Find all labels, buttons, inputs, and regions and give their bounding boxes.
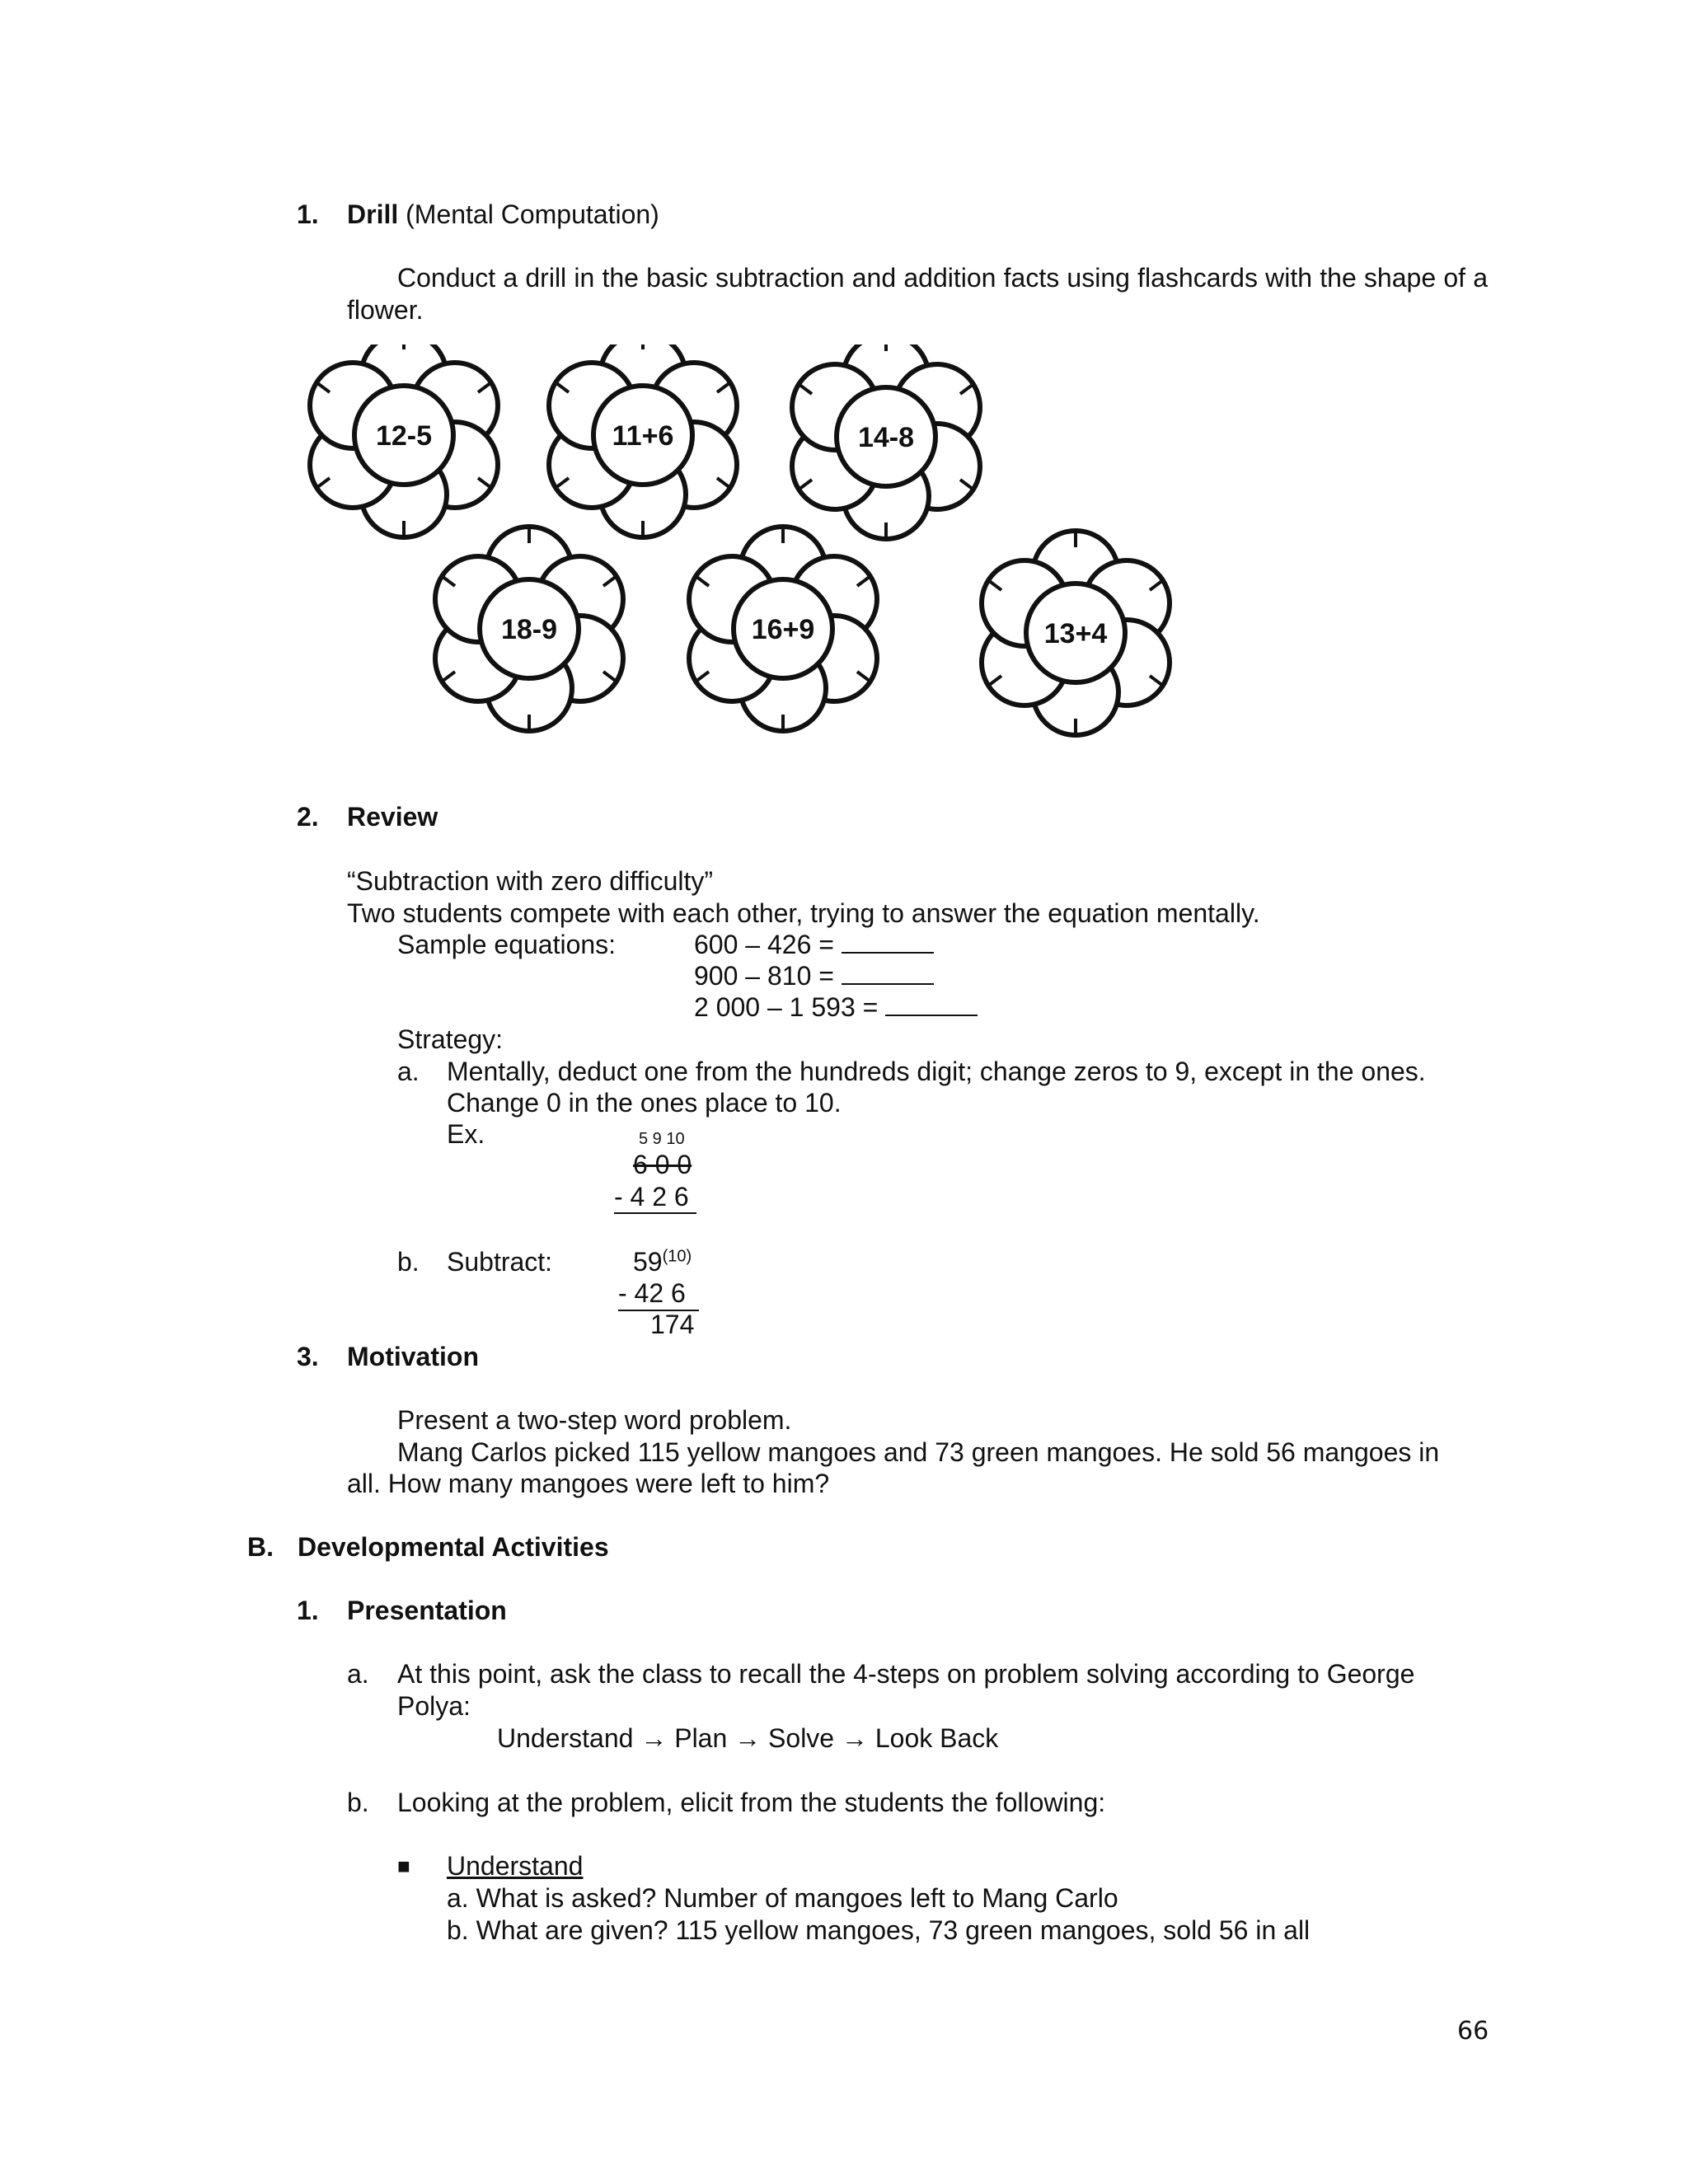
presentation-number: 1. [297, 1596, 319, 1625]
flashcard-label: 13+4 [1043, 618, 1108, 649]
flashcard-flower [689, 527, 877, 731]
strategy-a-text: Change 0 in the ones place to 10. [447, 1088, 842, 1118]
motivation-number: 3. [297, 1342, 319, 1371]
motivation-text: Present a two-step word problem. [397, 1405, 792, 1435]
presentation-b-text: Looking at the problem, elicit from the students the following: [397, 1788, 1106, 1817]
flashcard-label: 16+9 [751, 614, 815, 645]
example-subtrahend: - 4 2 6 [614, 1182, 689, 1212]
word-problem: Mang Carlos picked 115 yellow mangoes and 73 green mangoes. He sold 56 mangoes in [397, 1437, 1440, 1467]
understand-item: b. What are given? 115 yellow mangoes, 73 green mangoes, sold 56 in all [447, 1915, 1311, 1945]
bullet-square-icon: ■ [397, 1854, 410, 1878]
example-minuend: 6 0 0 [633, 1150, 692, 1179]
word-problem: all. How many mangoes were left to him? [347, 1469, 830, 1498]
motivation-title: Motivation [347, 1342, 479, 1371]
drill-number: 1. [297, 199, 319, 229]
strategy-a-text: Mentally, deduct one from the hundreds digit; change zeros to 9, except in the ones. [447, 1057, 1426, 1086]
flashcard-label: 11+6 [612, 420, 674, 452]
strategy-label: Strategy: [397, 1024, 504, 1054]
strategy-b-marker: b. [397, 1247, 420, 1277]
strategy-b-label: Subtract: [447, 1247, 553, 1277]
flashcard-flower [549, 344, 737, 537]
review-description: Two students compete with each other, trying to answer the equation mentally. [347, 898, 1260, 928]
flashcard-label: 18-9 [500, 614, 558, 645]
polya-steps: Understand → Plan → Solve → Look Back [497, 1723, 999, 1753]
review-quote: “Subtraction with zero difficulty” [347, 866, 714, 896]
example-underline [614, 1212, 696, 1214]
answer-blank [885, 991, 978, 1016]
presentation-a-text: At this point, ask the class to recall the 4-steps on problem solving according to George [397, 1659, 1415, 1689]
presentation-a-marker: a. [347, 1659, 369, 1689]
review-title: Review [347, 802, 438, 832]
flashcard-flower [310, 344, 498, 537]
sample-equation: 900 – 810 = [694, 960, 934, 992]
sample-equations-label: Sample equations: [397, 930, 617, 959]
drill-heading [347, 199, 659, 231]
understand-item: a. What is asked? Number of mangoes left to Mang Carlo [447, 1883, 1118, 1913]
flashcard-flower [435, 527, 623, 731]
understand-label: Understand [447, 1851, 584, 1881]
subtract-minuend: 59$^{(10)}$ [633, 1247, 692, 1277]
presentation-b-marker: b. [347, 1788, 369, 1817]
sample-equation: 600 – 426 = [694, 929, 934, 961]
example-borrow-digits: 5 9 10 [639, 1130, 685, 1148]
example-label: Ex. [447, 1119, 485, 1149]
presentation-a-text: Polya: [397, 1691, 471, 1721]
sample-equation: 2 000 – 1 593 = [694, 991, 978, 1024]
review-number: 2. [297, 802, 319, 832]
strategy-a-marker: a. [397, 1057, 420, 1086]
section-b-letter: B. [247, 1532, 274, 1562]
presentation-title: Presentation [347, 1596, 507, 1625]
drill-title: Drill [347, 199, 399, 229]
page-number: 66 [1457, 2017, 1489, 2046]
flashcard-flower [792, 344, 980, 539]
drill-subtitle: (Mental Computation) [406, 199, 659, 229]
flashcard-flower [982, 531, 1170, 735]
flower-flashcards [297, 344, 1187, 757]
subtract-subtrahend: - 42 6 [618, 1278, 686, 1308]
drill-instructions: Conduct a drill in the basic subtraction and addition facts using flashcards with the shape of a flower. [347, 263, 1488, 325]
flashcard-label: 14-8 [857, 422, 915, 453]
section-b-title: Developmental Activities [298, 1532, 609, 1562]
subtract-result: 174 [650, 1310, 695, 1339]
answer-blank [842, 929, 934, 954]
flashcard-label: 12-5 [375, 420, 433, 452]
answer-blank [842, 960, 934, 985]
